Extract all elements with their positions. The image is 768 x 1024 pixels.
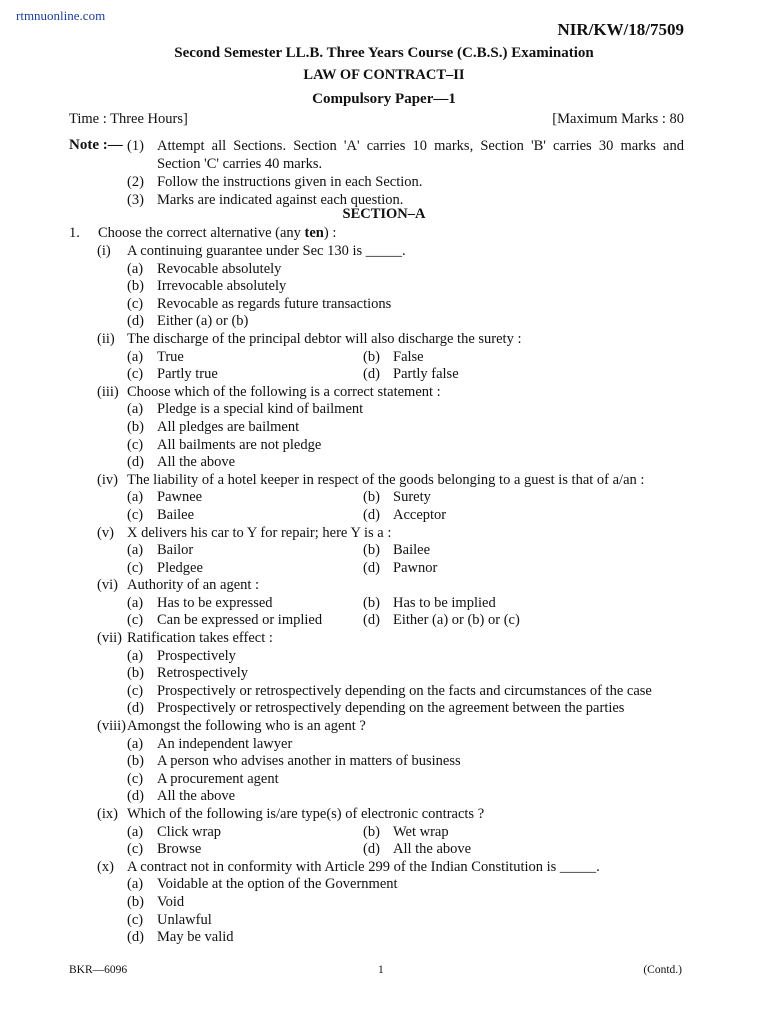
option-text: Irrevocable absolutely [157, 278, 287, 295]
option [363, 489, 683, 507]
note-text: Marks are indicated against each question. [157, 192, 404, 208]
option-label: (d) [363, 612, 380, 629]
note-number: (1) [127, 138, 144, 154]
option [127, 349, 363, 367]
option-label: (c) [127, 559, 144, 576]
option-text: Either (a) or (b) [157, 313, 249, 330]
option-label: (a) [127, 260, 144, 277]
option [127, 894, 687, 912]
sub-question [97, 525, 687, 578]
option-text: Has to be implied [393, 594, 496, 611]
roman-number: (vi) [97, 577, 118, 594]
option-label: (b) [127, 278, 144, 295]
option [127, 841, 363, 859]
option [127, 507, 363, 525]
sub-question [97, 243, 687, 331]
option [127, 912, 687, 930]
roman-number: (i) [97, 243, 111, 259]
option [127, 771, 687, 789]
option [363, 612, 683, 630]
option-label: (b) [127, 665, 144, 682]
option-text: Either (a) or (b) or (c) [393, 612, 520, 629]
option [127, 612, 363, 630]
question-stem: The discharge of the principal debtor will also discharge the surety : [127, 330, 522, 347]
option-text: Acceptor [393, 506, 447, 523]
option [127, 401, 687, 419]
option-text: Prospectively or retrospectively depending on the facts and circumstances of the case [157, 682, 652, 699]
option [363, 595, 683, 613]
roman-number: (iii) [97, 383, 119, 400]
option [127, 313, 687, 331]
option [363, 507, 683, 525]
option-label: (b) [363, 542, 380, 559]
subject-title: LAW OF CONTRACT–II [303, 67, 465, 83]
option [127, 454, 687, 472]
roman-number: (iv) [97, 471, 118, 488]
option [127, 753, 687, 771]
option-label: (a) [127, 594, 144, 611]
option-label: (b) [127, 893, 144, 910]
note-item [127, 173, 684, 191]
question-instruction [98, 225, 336, 242]
option-label: (a) [127, 735, 144, 752]
option-label: (a) [127, 876, 144, 893]
sub-question [97, 630, 687, 718]
max-marks-label: [Maximum Marks : 80 [552, 111, 684, 127]
option [127, 261, 687, 279]
roman-number: (v) [97, 524, 114, 541]
option-text: Prospectively or retrospectively depending on the agreement between the parties [157, 700, 625, 717]
sub-question [97, 331, 687, 384]
question-stem: X delivers his car to Y for repair; here Y is a : [127, 524, 392, 541]
option-label: (c) [127, 841, 144, 858]
option-label: (d) [363, 841, 380, 858]
note-number: (3) [127, 192, 144, 208]
watermark-text[interactable]: rtmnuonline.com [16, 8, 106, 23]
option [127, 595, 363, 613]
option [127, 419, 687, 437]
option [127, 437, 687, 455]
paper-title: Compulsory Paper—1 [312, 91, 456, 107]
option [127, 296, 687, 314]
option-label: (d) [127, 929, 144, 946]
option-text: All bailments are not pledge [157, 436, 322, 453]
option-text: Can be expressed or implied [157, 612, 323, 629]
sub-question [97, 806, 687, 859]
option-text: Pawnor [393, 559, 438, 576]
option-text: Pledgee [157, 559, 203, 576]
option [127, 648, 687, 666]
option-label: (c) [127, 366, 144, 383]
question-stem: A contract not in conformity with Article 299 of the Indian Constitution is _____. [127, 858, 600, 875]
option-label: (a) [127, 823, 144, 840]
sub-question [97, 718, 687, 806]
option-label: (d) [127, 700, 144, 717]
option-text: Bailee [393, 542, 431, 559]
question-stem: Authority of an agent : [127, 577, 260, 594]
question-number: 1. [69, 225, 80, 241]
page-number: 1 [378, 964, 384, 976]
option-label: (a) [127, 401, 144, 418]
option-label: (c) [127, 295, 144, 312]
note-text: Attempt all Sections. Section 'A' carries 10 marks, Section 'B' carries 30 marks and Section 'C' carries 40 marks. [157, 138, 684, 172]
instruction-suffix: ) : [323, 225, 337, 241]
option-text: Bailee [157, 506, 195, 523]
option-text: All the above [157, 454, 236, 471]
option-label: (d) [127, 313, 144, 330]
option [127, 736, 687, 754]
option [127, 683, 687, 701]
option-text: True [157, 348, 184, 365]
roman-number: (viii) [97, 718, 126, 735]
option-text: Bailor [157, 542, 194, 559]
roman-number: (ii) [97, 330, 115, 347]
option-label: (a) [127, 489, 144, 506]
option-label: (d) [363, 559, 380, 576]
option-label: (b) [363, 823, 380, 840]
note-text: Follow the instructions given in each Section. [157, 174, 423, 190]
question-stem: The liability of a hotel keeper in respect of the goods belonging to a guest is that of a/an : [127, 471, 645, 488]
option-text: Wet wrap [393, 823, 449, 840]
option-text: Surety [393, 489, 431, 506]
roman-number: (vii) [97, 630, 122, 647]
option-text: Void [157, 893, 185, 910]
option-label: (a) [127, 348, 144, 365]
option-text: Retrospectively [157, 665, 249, 682]
option-text: A procurement agent [157, 770, 279, 787]
option [127, 824, 363, 842]
option-label: (c) [127, 682, 144, 699]
option-text: Pledge is a special kind of bailment [157, 401, 364, 418]
option-text: Revocable as regards future transactions [157, 295, 392, 312]
option [127, 560, 363, 578]
option-text: All the above [393, 841, 472, 858]
paper-code: NIR/KW/18/7509 [557, 20, 684, 39]
option-text: Prospectively [157, 647, 236, 664]
sub-question [97, 859, 687, 947]
question-stem: Amongst the following who is an agent ? [127, 718, 366, 735]
option-label: (a) [127, 647, 144, 664]
option [127, 876, 687, 894]
roman-number: (x) [97, 858, 114, 875]
sub-question [97, 472, 687, 525]
instruction-prefix: Choose the correct alternative (any [98, 225, 305, 241]
option-label: (c) [127, 911, 144, 928]
option-text: Pawnee [157, 489, 203, 506]
option-label: (c) [127, 612, 144, 629]
exam-title: Second Semester LL.B. Three Years Course (C.B.S.) Examination [174, 45, 594, 61]
option [127, 700, 687, 718]
note-number: (2) [127, 174, 144, 190]
option-label: (b) [127, 418, 144, 435]
option-text: Partly false [393, 366, 459, 383]
sub-question [97, 384, 687, 472]
option-label: (b) [363, 348, 380, 365]
instruction-bold: ten [304, 225, 324, 241]
option [363, 366, 683, 384]
question-1-heading [69, 225, 689, 243]
time-label: Time : Three Hours] [69, 111, 188, 127]
option-text: Voidable at the option of the Government [157, 876, 398, 893]
note-list [127, 137, 684, 209]
option-label: (a) [127, 542, 144, 559]
option-text: Unlawful [157, 911, 212, 928]
option [127, 278, 687, 296]
option-text: Click wrap [157, 823, 222, 840]
option-label: (c) [127, 506, 144, 523]
note-label: Note :— [69, 137, 123, 153]
option-label: (b) [127, 753, 144, 770]
option-label: (d) [363, 506, 380, 523]
option [363, 560, 683, 578]
option [363, 349, 683, 367]
option-label: (d) [127, 454, 144, 471]
question-stem: Which of the following is/are type(s) of electronic contracts ? [127, 806, 485, 822]
option [363, 824, 683, 842]
option-text: Browse [157, 841, 202, 858]
time-marks-line [69, 111, 684, 129]
option-text: Revocable absolutely [157, 260, 282, 277]
option [127, 366, 363, 384]
option-label: (c) [127, 770, 144, 787]
section-a-title: SECTION–A [342, 206, 426, 222]
option [127, 788, 687, 806]
option-text: False [393, 348, 424, 365]
option [127, 542, 363, 560]
option-text: A person who advises another in matters of business [157, 753, 461, 770]
roman-number: (ix) [97, 806, 118, 822]
option-label: (c) [127, 436, 144, 453]
question-stem: Ratification takes effect : [127, 630, 273, 647]
option [127, 665, 687, 683]
question-stem: A continuing guarantee under Sec 130 is _____. [127, 243, 406, 259]
option [127, 489, 363, 507]
option-text: An independent lawyer [157, 735, 293, 752]
option-text: Has to be expressed [157, 594, 273, 611]
option-text: All the above [157, 788, 236, 805]
option-label: (b) [363, 489, 380, 506]
sub-question [97, 577, 687, 630]
option [127, 929, 687, 947]
option-label: (d) [127, 788, 144, 805]
option-text: May be valid [157, 929, 234, 946]
option [363, 841, 683, 859]
option-text: All pledges are bailment [157, 418, 300, 435]
footer-code: BKR—6096 [69, 964, 128, 976]
option-label: (b) [363, 594, 380, 611]
contd-label: (Contd.) [643, 964, 682, 976]
note-item [127, 137, 684, 173]
sub-questions [97, 243, 687, 947]
option-text: Partly true [157, 366, 218, 383]
option-label: (d) [363, 366, 380, 383]
option [363, 542, 683, 560]
question-stem: Choose which of the following is a correct statement : [127, 383, 441, 400]
